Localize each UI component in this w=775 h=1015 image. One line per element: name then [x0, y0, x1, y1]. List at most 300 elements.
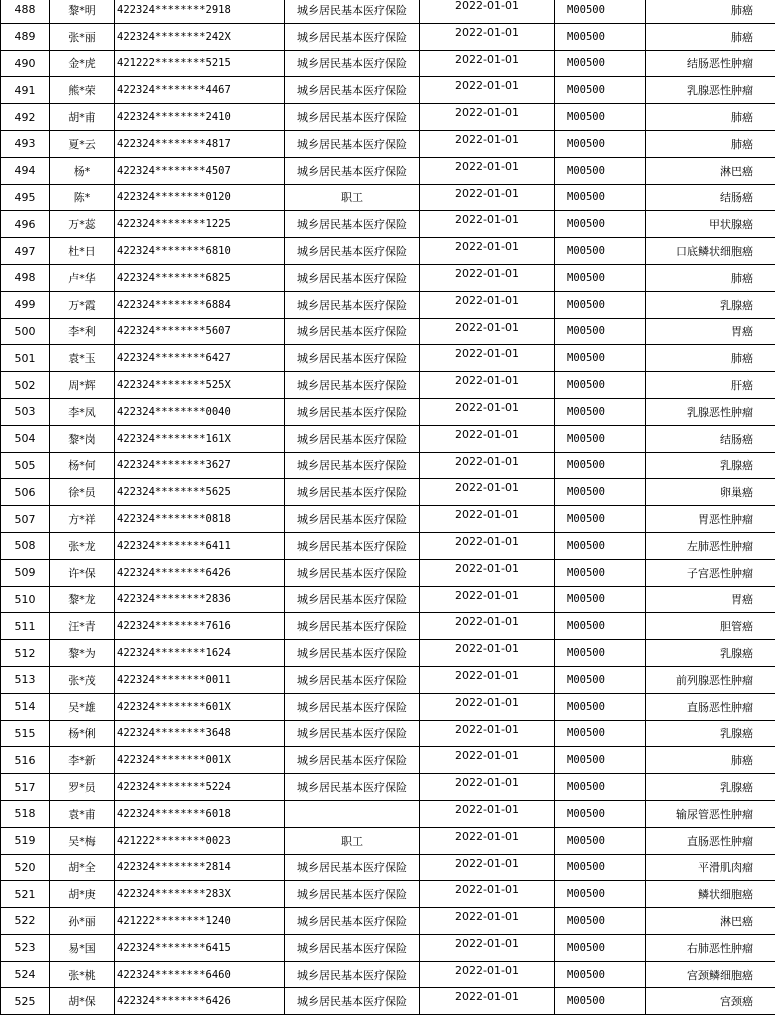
- patient-name-cell: 杨*俐: [50, 720, 115, 747]
- row-number-cell: 523: [1, 934, 50, 961]
- diagnosis-cell: 子宫恶性肿瘤: [646, 559, 775, 586]
- start-date-cell: 2022-01-01: [420, 908, 555, 935]
- disease-code-cell: M00500: [555, 506, 646, 533]
- table-row: [1, 157, 775, 184]
- disease-code-cell: M00500: [555, 800, 646, 827]
- insurance-type-cell: 城乡居民基本医疗保险: [285, 908, 420, 935]
- table-row: [1, 774, 775, 801]
- insurance-type-cell: 城乡居民基本医疗保险: [285, 881, 420, 908]
- disease-code-cell: M00500: [555, 934, 646, 961]
- diagnosis-cell: 肺癌: [646, 0, 775, 23]
- table-row: [1, 586, 775, 613]
- id-number-cell: 422324********1624: [115, 640, 285, 667]
- id-number-cell: 422324********001X: [115, 747, 285, 774]
- row-number-cell: 525: [1, 988, 50, 1015]
- patient-name-cell: 熊*荣: [50, 77, 115, 104]
- start-date-cell: 2022-01-01: [420, 345, 555, 372]
- start-date-cell: 2022-01-01: [420, 77, 555, 104]
- disease-code-cell: M00500: [555, 372, 646, 399]
- id-number-cell: 422324********161X: [115, 425, 285, 452]
- disease-code-cell: M00500: [555, 130, 646, 157]
- insurance-type-cell: 城乡居民基本医疗保险: [285, 506, 420, 533]
- disease-code-cell: M00500: [555, 318, 646, 345]
- start-date-cell: 2022-01-01: [420, 532, 555, 559]
- row-number-cell: 496: [1, 211, 50, 238]
- row-number-cell: 522: [1, 908, 50, 935]
- disease-code-cell: M00500: [555, 425, 646, 452]
- row-number-cell: 505: [1, 452, 50, 479]
- start-date-cell: 2022-01-01: [420, 934, 555, 961]
- diagnosis-cell: 右肺恶性肿瘤: [646, 934, 775, 961]
- start-date-cell: 2022-01-01: [420, 452, 555, 479]
- table-row: [1, 50, 775, 77]
- id-number-cell: 422324********0818: [115, 506, 285, 533]
- table-row: [1, 961, 775, 988]
- disease-code-cell: M00500: [555, 827, 646, 854]
- diagnosis-cell: 卵巢癌: [646, 479, 775, 506]
- start-date-cell: 2022-01-01: [420, 130, 555, 157]
- id-number-cell: 422324********2410: [115, 104, 285, 131]
- start-date-cell: 2022-01-01: [420, 693, 555, 720]
- table-row: [1, 720, 775, 747]
- start-date-cell: 2022-01-01: [420, 800, 555, 827]
- insurance-type-cell: 职工: [285, 184, 420, 211]
- patient-name-cell: 杨*: [50, 157, 115, 184]
- disease-code-cell: M00500: [555, 961, 646, 988]
- start-date-cell: 2022-01-01: [420, 211, 555, 238]
- table-row: [1, 640, 775, 667]
- id-number-cell: 422324********4507: [115, 157, 285, 184]
- start-date-cell: 2022-01-01: [420, 291, 555, 318]
- start-date-cell: 2022-01-01: [420, 238, 555, 265]
- disease-code-cell: M00500: [555, 640, 646, 667]
- table-row: [1, 854, 775, 881]
- patient-name-cell: 张*龙: [50, 532, 115, 559]
- start-date-cell: 2022-01-01: [420, 720, 555, 747]
- table-row: [1, 130, 775, 157]
- insurance-type-cell: 城乡居民基本医疗保险: [285, 961, 420, 988]
- id-number-cell: 422324********1225: [115, 211, 285, 238]
- disease-code-cell: M00500: [555, 774, 646, 801]
- insurance-type-cell: 城乡居民基本医疗保险: [285, 586, 420, 613]
- table-row: [1, 506, 775, 533]
- patient-name-cell: 李*新: [50, 747, 115, 774]
- diagnosis-cell: 乳腺恶性肿瘤: [646, 398, 775, 425]
- start-date-cell: 2022-01-01: [420, 774, 555, 801]
- patient-name-cell: 卢*华: [50, 264, 115, 291]
- start-date-cell: 2022-01-01: [420, 479, 555, 506]
- table-row: [1, 398, 775, 425]
- patient-name-cell: 徐*员: [50, 479, 115, 506]
- diagnosis-cell: 甲状腺癌: [646, 211, 775, 238]
- start-date-cell: 2022-01-01: [420, 613, 555, 640]
- diagnosis-cell: 直肠恶性肿瘤: [646, 827, 775, 854]
- id-number-cell: 422324********5625: [115, 479, 285, 506]
- row-number-cell: 495: [1, 184, 50, 211]
- diagnosis-cell: 淋巴癌: [646, 908, 775, 935]
- row-number-cell: 498: [1, 264, 50, 291]
- patient-name-cell: 易*国: [50, 934, 115, 961]
- diagnosis-cell: 肝癌: [646, 372, 775, 399]
- id-number-cell: 422324********525X: [115, 372, 285, 399]
- id-number-cell: 422324********3648: [115, 720, 285, 747]
- row-number-cell: 511: [1, 613, 50, 640]
- start-date-cell: 2022-01-01: [420, 23, 555, 50]
- id-number-cell: 422324********6825: [115, 264, 285, 291]
- table-row: [1, 211, 775, 238]
- id-number-cell: 422324********0120: [115, 184, 285, 211]
- row-number-cell: 499: [1, 291, 50, 318]
- patient-name-cell: 黎*岗: [50, 425, 115, 452]
- diagnosis-cell: 肺癌: [646, 264, 775, 291]
- id-number-cell: 422324********6415: [115, 934, 285, 961]
- start-date-cell: 2022-01-01: [420, 184, 555, 211]
- diagnosis-cell: 乳腺癌: [646, 640, 775, 667]
- patient-name-cell: 袁*甫: [50, 800, 115, 827]
- diagnosis-cell: 乳腺恶性肿瘤: [646, 77, 775, 104]
- start-date-cell: 2022-01-01: [420, 50, 555, 77]
- table-row: [1, 425, 775, 452]
- table-row: [1, 881, 775, 908]
- id-number-cell: 422324********5607: [115, 318, 285, 345]
- table-row: [1, 532, 775, 559]
- disease-code-cell: M00500: [555, 264, 646, 291]
- disease-code-cell: M00500: [555, 0, 646, 23]
- id-number-cell: 422324********601X: [115, 693, 285, 720]
- disease-code-cell: M00500: [555, 881, 646, 908]
- id-number-cell: 422324********283X: [115, 881, 285, 908]
- insurance-type-cell: 城乡居民基本医疗保险: [285, 452, 420, 479]
- insurance-type-cell: 城乡居民基本医疗保险: [285, 988, 420, 1015]
- patient-name-cell: 夏*云: [50, 130, 115, 157]
- disease-code-cell: M00500: [555, 291, 646, 318]
- start-date-cell: 2022-01-01: [420, 747, 555, 774]
- table-row: [1, 908, 775, 935]
- insurance-type-cell: 城乡居民基本医疗保险: [285, 157, 420, 184]
- insurance-type-cell: 城乡居民基本医疗保险: [285, 398, 420, 425]
- id-number-cell: 422324********6810: [115, 238, 285, 265]
- disease-code-cell: M00500: [555, 908, 646, 935]
- diagnosis-cell: 宫颈鳞细胞癌: [646, 961, 775, 988]
- start-date-cell: 2022-01-01: [420, 157, 555, 184]
- patient-name-cell: 李*凤: [50, 398, 115, 425]
- patient-name-cell: 胡*全: [50, 854, 115, 881]
- insurance-type-cell: 城乡居民基本医疗保险: [285, 774, 420, 801]
- table-row: [1, 104, 775, 131]
- start-date-cell: 2022-01-01: [420, 0, 555, 23]
- insurance-type-cell: 城乡居民基本医疗保险: [285, 345, 420, 372]
- table-row: [1, 827, 775, 854]
- insurance-type-cell: 城乡居民基本医疗保险: [285, 666, 420, 693]
- insurance-type-cell: 城乡居民基本医疗保险: [285, 559, 420, 586]
- row-number-cell: 501: [1, 345, 50, 372]
- start-date-cell: 2022-01-01: [420, 318, 555, 345]
- patient-name-cell: 李*利: [50, 318, 115, 345]
- insurance-type-cell: 城乡居民基本医疗保险: [285, 50, 420, 77]
- table-row: [1, 452, 775, 479]
- id-number-cell: 422324********6018: [115, 800, 285, 827]
- disease-code-cell: M00500: [555, 666, 646, 693]
- disease-code-cell: M00500: [555, 104, 646, 131]
- row-number-cell: 514: [1, 693, 50, 720]
- disease-code-cell: M00500: [555, 988, 646, 1015]
- insurance-type-cell: 城乡居民基本医疗保险: [285, 532, 420, 559]
- row-number-cell: 509: [1, 559, 50, 586]
- patient-name-cell: 方*祥: [50, 506, 115, 533]
- start-date-cell: 2022-01-01: [420, 827, 555, 854]
- start-date-cell: 2022-01-01: [420, 881, 555, 908]
- start-date-cell: 2022-01-01: [420, 640, 555, 667]
- table-row: [1, 0, 775, 23]
- disease-code-cell: M00500: [555, 184, 646, 211]
- row-number-cell: 517: [1, 774, 50, 801]
- id-number-cell: 422324********4467: [115, 77, 285, 104]
- table-row: [1, 559, 775, 586]
- diagnosis-cell: 结肠恶性肿瘤: [646, 50, 775, 77]
- id-number-cell: 422324********0040: [115, 398, 285, 425]
- table-row: [1, 345, 775, 372]
- start-date-cell: 2022-01-01: [420, 666, 555, 693]
- diagnosis-cell: 结肠癌: [646, 425, 775, 452]
- start-date-cell: 2022-01-01: [420, 104, 555, 131]
- table-row: [1, 238, 775, 265]
- start-date-cell: 2022-01-01: [420, 372, 555, 399]
- id-number-cell: 422324********2814: [115, 854, 285, 881]
- disease-code-cell: M00500: [555, 854, 646, 881]
- insurance-type-cell: 城乡居民基本医疗保险: [285, 264, 420, 291]
- id-number-cell: 422324********4817: [115, 130, 285, 157]
- diagnosis-cell: 胃癌: [646, 586, 775, 613]
- diagnosis-cell: 乳腺癌: [646, 291, 775, 318]
- table-row: [1, 693, 775, 720]
- id-number-cell: 422324********0011: [115, 666, 285, 693]
- row-number-cell: 493: [1, 130, 50, 157]
- id-number-cell: 422324********7616: [115, 613, 285, 640]
- table-row: [1, 747, 775, 774]
- insurance-type-cell: 职工: [285, 827, 420, 854]
- id-number-cell: 421222********5215: [115, 50, 285, 77]
- disease-code-cell: M00500: [555, 693, 646, 720]
- insurance-type-cell: 城乡居民基本医疗保险: [285, 747, 420, 774]
- patient-name-cell: 张*桃: [50, 961, 115, 988]
- patient-name-cell: 杜*日: [50, 238, 115, 265]
- row-number-cell: 516: [1, 747, 50, 774]
- patient-name-cell: 黎*明: [50, 0, 115, 23]
- patient-name-cell: 胡*庚: [50, 881, 115, 908]
- start-date-cell: 2022-01-01: [420, 425, 555, 452]
- row-number-cell: 502: [1, 372, 50, 399]
- table-body: [1, 0, 775, 1015]
- disease-code-cell: M00500: [555, 157, 646, 184]
- patient-name-cell: 万*霞: [50, 291, 115, 318]
- row-number-cell: 510: [1, 586, 50, 613]
- diagnosis-cell: 平滑肌肉瘤: [646, 854, 775, 881]
- table-row: [1, 372, 775, 399]
- row-number-cell: 507: [1, 506, 50, 533]
- insurance-type-cell: 城乡居民基本医疗保险: [285, 720, 420, 747]
- start-date-cell: 2022-01-01: [420, 559, 555, 586]
- insurance-type-cell: 城乡居民基本医疗保险: [285, 613, 420, 640]
- row-number-cell: 494: [1, 157, 50, 184]
- row-number-cell: 524: [1, 961, 50, 988]
- diagnosis-cell: 胆管癌: [646, 613, 775, 640]
- start-date-cell: 2022-01-01: [420, 854, 555, 881]
- disease-code-cell: M00500: [555, 238, 646, 265]
- id-number-cell: 422324********6411: [115, 532, 285, 559]
- insurance-type-cell: 城乡居民基本医疗保险: [285, 693, 420, 720]
- start-date-cell: 2022-01-01: [420, 264, 555, 291]
- id-number-cell: 422324********242X: [115, 23, 285, 50]
- disease-code-cell: M00500: [555, 50, 646, 77]
- row-number-cell: 512: [1, 640, 50, 667]
- diagnosis-cell: 左肺恶性肿瘤: [646, 532, 775, 559]
- insurance-type-cell: 城乡居民基本医疗保险: [285, 0, 420, 23]
- disease-code-cell: M00500: [555, 613, 646, 640]
- diagnosis-cell: 乳腺癌: [646, 452, 775, 479]
- diagnosis-cell: 胃恶性肿瘤: [646, 506, 775, 533]
- table-row: [1, 184, 775, 211]
- insurance-type-cell: 城乡居民基本医疗保险: [285, 854, 420, 881]
- disease-code-cell: M00500: [555, 398, 646, 425]
- insurance-type-cell: 城乡居民基本医疗保险: [285, 425, 420, 452]
- start-date-cell: 2022-01-01: [420, 988, 555, 1015]
- patient-name-cell: 吴*雄: [50, 693, 115, 720]
- row-number-cell: 488: [1, 0, 50, 23]
- disease-code-cell: M00500: [555, 747, 646, 774]
- id-number-cell: 422324********6426: [115, 559, 285, 586]
- id-number-cell: 422324********2918: [115, 0, 285, 23]
- start-date-cell: 2022-01-01: [420, 398, 555, 425]
- table-row: [1, 988, 775, 1015]
- diagnosis-cell: 乳腺癌: [646, 720, 775, 747]
- diagnosis-cell: 前列腺恶性肿瘤: [646, 666, 775, 693]
- table-row: [1, 23, 775, 50]
- patient-name-cell: 张*丽: [50, 23, 115, 50]
- insurance-type-cell: 城乡居民基本医疗保险: [285, 23, 420, 50]
- id-number-cell: 422324********2836: [115, 586, 285, 613]
- patient-name-cell: 许*保: [50, 559, 115, 586]
- row-number-cell: 513: [1, 666, 50, 693]
- disease-code-cell: M00500: [555, 532, 646, 559]
- diagnosis-cell: 肺癌: [646, 130, 775, 157]
- row-number-cell: 489: [1, 23, 50, 50]
- patient-name-cell: 周*辉: [50, 372, 115, 399]
- row-number-cell: 519: [1, 827, 50, 854]
- disease-code-cell: M00500: [555, 345, 646, 372]
- id-number-cell: 421222********0023: [115, 827, 285, 854]
- disease-code-cell: M00500: [555, 479, 646, 506]
- patient-name-cell: 胡*甫: [50, 104, 115, 131]
- table-row: [1, 479, 775, 506]
- id-number-cell: 422324********6460: [115, 961, 285, 988]
- insurance-type-cell: 城乡居民基本医疗保险: [285, 211, 420, 238]
- diagnosis-cell: 胃癌: [646, 318, 775, 345]
- insurance-type-cell: 城乡居民基本医疗保险: [285, 238, 420, 265]
- patient-name-cell: 黎*为: [50, 640, 115, 667]
- row-number-cell: 508: [1, 532, 50, 559]
- disease-code-cell: M00500: [555, 23, 646, 50]
- insurance-type-cell: 城乡居民基本医疗保险: [285, 640, 420, 667]
- insurance-type-cell: [285, 800, 420, 827]
- row-number-cell: 504: [1, 425, 50, 452]
- row-number-cell: 520: [1, 854, 50, 881]
- row-number-cell: 506: [1, 479, 50, 506]
- diagnosis-cell: 直肠恶性肿瘤: [646, 693, 775, 720]
- disease-code-cell: M00500: [555, 77, 646, 104]
- table-row: [1, 264, 775, 291]
- diagnosis-cell: 肺癌: [646, 104, 775, 131]
- insurance-type-cell: 城乡居民基本医疗保险: [285, 934, 420, 961]
- row-number-cell: 521: [1, 881, 50, 908]
- start-date-cell: 2022-01-01: [420, 506, 555, 533]
- row-number-cell: 491: [1, 77, 50, 104]
- insurance-type-cell: 城乡居民基本医疗保险: [285, 104, 420, 131]
- patient-name-cell: 杨*何: [50, 452, 115, 479]
- disease-code-cell: M00500: [555, 586, 646, 613]
- table-row: [1, 318, 775, 345]
- patient-name-cell: 金*虎: [50, 50, 115, 77]
- patient-name-cell: 孙*丽: [50, 908, 115, 935]
- start-date-cell: 2022-01-01: [420, 586, 555, 613]
- start-date-cell: 2022-01-01: [420, 961, 555, 988]
- insurance-type-cell: 城乡居民基本医疗保险: [285, 291, 420, 318]
- row-number-cell: 515: [1, 720, 50, 747]
- id-number-cell: 422324********3627: [115, 452, 285, 479]
- patient-name-cell: 万*蕊: [50, 211, 115, 238]
- id-number-cell: 422324********6884: [115, 291, 285, 318]
- diagnosis-cell: 乳腺癌: [646, 774, 775, 801]
- patient-name-cell: 陈*: [50, 184, 115, 211]
- diagnosis-cell: 宫颈癌: [646, 988, 775, 1015]
- id-number-cell: 422324********5224: [115, 774, 285, 801]
- insurance-type-cell: 城乡居民基本医疗保险: [285, 77, 420, 104]
- insurance-type-cell: 城乡居民基本医疗保险: [285, 318, 420, 345]
- table-row: [1, 613, 775, 640]
- patient-name-cell: 黎*龙: [50, 586, 115, 613]
- diagnosis-cell: 输尿管恶性肿瘤: [646, 800, 775, 827]
- diagnosis-cell: 淋巴癌: [646, 157, 775, 184]
- disease-code-cell: M00500: [555, 211, 646, 238]
- table-row: [1, 77, 775, 104]
- row-number-cell: 497: [1, 238, 50, 265]
- row-number-cell: 503: [1, 398, 50, 425]
- row-number-cell: 492: [1, 104, 50, 131]
- patient-name-cell: 吴*梅: [50, 827, 115, 854]
- diagnosis-cell: 口底鳞状细胞癌: [646, 238, 775, 265]
- patient-name-cell: 汪*青: [50, 613, 115, 640]
- id-number-cell: 422324********6426: [115, 988, 285, 1015]
- id-number-cell: 421222********1240: [115, 908, 285, 935]
- id-number-cell: 422324********6427: [115, 345, 285, 372]
- diagnosis-cell: 结肠癌: [646, 184, 775, 211]
- insurance-type-cell: 城乡居民基本医疗保险: [285, 372, 420, 399]
- patient-name-cell: 袁*玉: [50, 345, 115, 372]
- insurance-type-cell: 城乡居民基本医疗保险: [285, 479, 420, 506]
- patient-name-cell: 胡*保: [50, 988, 115, 1015]
- table-row: [1, 666, 775, 693]
- row-number-cell: 500: [1, 318, 50, 345]
- table-row: [1, 934, 775, 961]
- patient-name-cell: 罗*员: [50, 774, 115, 801]
- patient-name-cell: 张*茂: [50, 666, 115, 693]
- table-row: [1, 800, 775, 827]
- insurance-type-cell: 城乡居民基本医疗保险: [285, 130, 420, 157]
- row-number-cell: 518: [1, 800, 50, 827]
- diagnosis-cell: 肺癌: [646, 345, 775, 372]
- table-row: [1, 291, 775, 318]
- disease-code-cell: M00500: [555, 452, 646, 479]
- diagnosis-cell: 鳞状细胞癌: [646, 881, 775, 908]
